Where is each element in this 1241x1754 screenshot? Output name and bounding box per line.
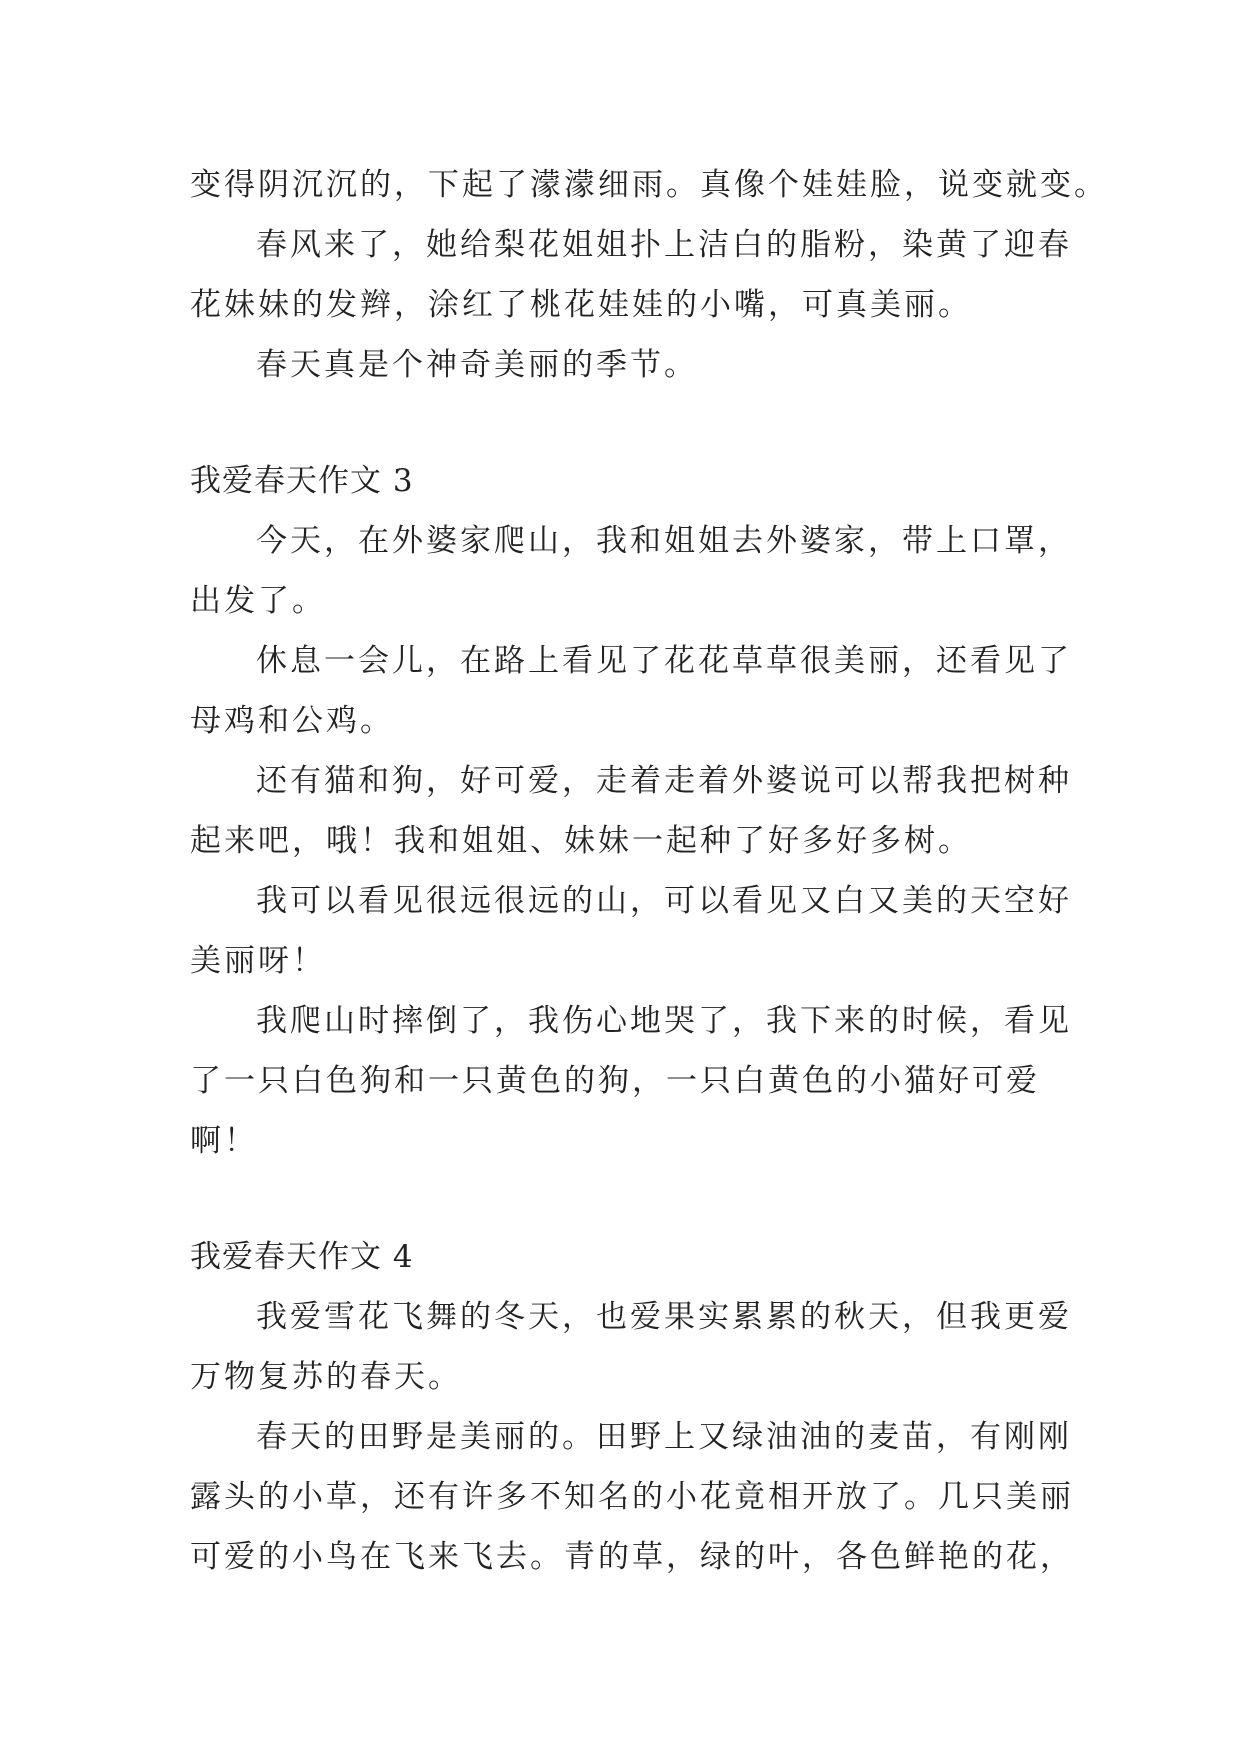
section-heading: 我爱春天作文 3 <box>190 463 414 499</box>
paragraph-first-line: 我可以看见很远很远的山，可以看见又白又美的天空好 <box>256 883 1072 919</box>
paragraph-first-line: 休息一会儿，在路上看见了花花草草很美丽，还看见了 <box>256 643 1072 679</box>
paragraph-first-line: 春天的田野是美丽的。田野上又绿油油的麦苗，有刚刚 <box>256 1419 1072 1455</box>
text-line: 出发了。 <box>190 583 326 619</box>
paragraph-first-line: 春风来了，她给梨花姐姐扑上洁白的脂粉，染黄了迎春 <box>256 227 1072 263</box>
paragraph-first-line: 我爬山时摔倒了，我伤心地哭了，我下来的时候，看见 <box>256 1003 1072 1039</box>
text-line: 露头的小草，还有许多不知名的小花竟相开放了。几只美丽 <box>190 1479 1074 1515</box>
text-line: 起来吧，哦！我和姐姐、妹妹一起种了好多好多树。 <box>190 823 972 859</box>
text-line: 万物复苏的春天。 <box>190 1359 462 1395</box>
paragraph-first-line: 我爱雪花飞舞的冬天，也爱果实累累的秋天，但我更爱 <box>256 1299 1072 1335</box>
text-line: 啊！ <box>190 1123 258 1159</box>
text-line: 可爱的小鸟在飞来飞去。青的草，绿的叶，各色鲜艳的花， <box>190 1539 1074 1575</box>
text-line: 母鸡和公鸡。 <box>190 703 394 739</box>
paragraph-first-line: 春天真是个神奇美丽的季节。 <box>256 347 698 383</box>
text-line: 变得阴沉沉的，下起了濛濛细雨。真像个娃娃脸，说变就变。 <box>190 167 1108 203</box>
text-line: 花妹妹的发辫，涂红了桃花娃娃的小嘴，可真美丽。 <box>190 287 972 323</box>
section-heading: 我爱春天作文 4 <box>190 1239 414 1275</box>
paragraph-first-line: 还有猫和狗，好可爱，走着走着外婆说可以帮我把树种 <box>256 763 1072 799</box>
paragraph-first-line: 今天，在外婆家爬山，我和姐姐去外婆家，带上口罩， <box>256 523 1072 559</box>
text-line: 了一只白色狗和一只黄色的狗，一只白黄色的小猫好可爱 <box>190 1063 1040 1099</box>
text-line: 美丽呀！ <box>190 943 326 979</box>
